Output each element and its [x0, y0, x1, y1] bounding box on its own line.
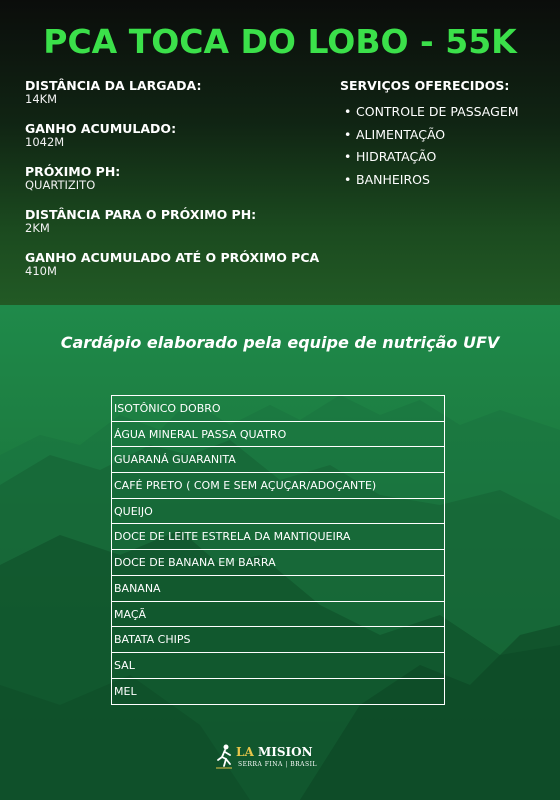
bullet-icon: • — [344, 126, 352, 142]
service-item: • CONTROLE DE PASSAGEM — [340, 101, 555, 124]
page-title: PCA TOCA DO LOBO - 55K — [43, 22, 517, 61]
menu-item: MAÇÃ — [112, 602, 444, 628]
runner-icon — [214, 744, 234, 770]
stat-gain-to-next — [25, 250, 325, 278]
menu-subtitle: Cardápio elaborado pela equipe de nutrição UFV — [60, 333, 500, 352]
la-mision-logo — [214, 744, 334, 774]
stat-label: GANHO ACUMULADO ATÉ O PRÓXIMO PCA — [25, 250, 320, 265]
menu-item: CAFÉ PRETO ( COM E SEM AÇUÇAR/ADOÇANTE) — [112, 473, 444, 499]
stat-value: 1042M — [25, 135, 65, 149]
race-stats — [25, 78, 325, 293]
bullet-icon: • — [344, 171, 352, 187]
stat-label: PRÓXIMO PH: — [25, 164, 121, 179]
services-offered — [340, 78, 555, 191]
menu-table — [111, 395, 445, 705]
menu-item: BANANA — [112, 576, 444, 602]
menu-item: DOCE DE BANANA EM BARRA — [112, 550, 444, 576]
bullet-icon: • — [344, 104, 352, 119]
stat-value: 410M — [25, 264, 57, 278]
stat-label: GANHO ACUMULADO: — [25, 121, 177, 136]
stat-next-checkpoint — [25, 164, 325, 192]
service-item: • ALIMENTAÇÃO — [340, 124, 555, 147]
bullet-icon: • — [344, 149, 352, 164]
menu-item: DOCE DE LEITE ESTRELA DA MANTIQUEIRA — [112, 524, 444, 550]
menu-item: ÁGUA MINERAL PASSA QUATRO — [112, 422, 444, 448]
menu-item: BATATA CHIPS — [112, 627, 444, 653]
menu-item: SAL — [112, 653, 444, 679]
services-title: SERVIÇOS OFERECIDOS: — [340, 78, 510, 93]
logo-wordmark: LA MISION — [236, 745, 313, 759]
menu-item: QUEIJO — [112, 499, 444, 525]
stat-label: DISTÂNCIA DA LARGADA: — [25, 78, 202, 93]
stat-value: 14KM — [25, 92, 58, 106]
stat-distance-from-start — [25, 78, 325, 106]
stat-distance-to-next — [25, 207, 325, 235]
stat-label: DISTÂNCIA PARA O PRÓXIMO PH: — [25, 207, 257, 222]
logo-tagline: SERRA FINA | BRASIL — [238, 761, 317, 768]
service-item: • BANHEIROS — [340, 169, 555, 192]
stat-elevation-gain — [25, 121, 325, 149]
menu-item: ISOTÔNICO DOBRO — [112, 396, 444, 422]
stat-value: 2KM — [25, 221, 50, 235]
menu-item: GUARANÁ GUARANITA — [112, 447, 444, 473]
menu-item: MEL — [114, 684, 137, 698]
services-list — [340, 101, 555, 191]
stat-value: QUARTIZITO — [25, 178, 96, 192]
service-item: • HIDRATAÇÃO — [340, 146, 555, 169]
